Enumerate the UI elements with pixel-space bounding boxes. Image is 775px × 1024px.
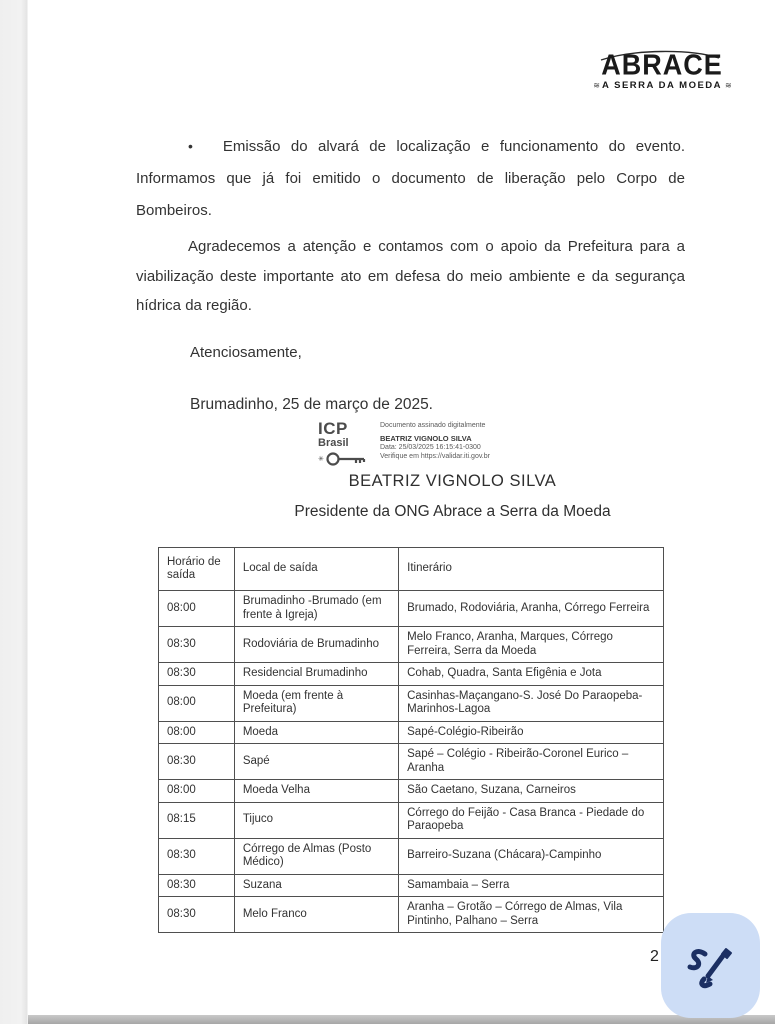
page-number: 2 <box>650 948 659 965</box>
icp-brasil-logo-bottom: Brasil <box>318 437 349 449</box>
icp-asterisk-icon: ✳ <box>318 455 324 463</box>
icp-brasil-logo-top: ICP <box>318 419 348 438</box>
cell-departure-time: 08:00 <box>159 780 235 803</box>
cell-departure-local: Moeda <box>234 721 398 744</box>
cell-itinerary: Sapé-Colégio-Ribeirão <box>399 721 664 744</box>
table-row <box>159 874 664 897</box>
cell-departure-time: 08:30 <box>159 897 235 933</box>
cell-itinerary: Brumado, Rodoviária, Aranha, Córrego Ferreira <box>399 591 664 627</box>
table-row <box>159 802 664 838</box>
stamp-signer-name: BEATRIZ VIGNOLO SILVA <box>380 434 472 443</box>
table-row <box>159 627 664 663</box>
column-header-time: Horário de saída <box>159 548 235 591</box>
cell-departure-time: 08:00 <box>159 591 235 627</box>
digital-signature-stamp <box>318 420 490 467</box>
closing-line: Atenciosamente, <box>190 344 302 361</box>
table-row <box>159 744 664 780</box>
icp-brasil-logo <box>318 420 370 467</box>
cell-departure-time: 08:15 <box>159 802 235 838</box>
cell-departure-local: Residencial Brumadinho <box>234 663 398 686</box>
table-row <box>159 685 664 721</box>
cell-departure-local: Rodoviária de Brumadinho <box>234 627 398 663</box>
cell-departure-time: 08:00 <box>159 685 235 721</box>
cell-itinerary: Sapé – Colégio - Ribeirão-Coronel Eurico –Aranha <box>399 744 664 780</box>
cell-departure-local: Moeda Velha <box>234 780 398 803</box>
cell-departure-time: 08:30 <box>159 744 235 780</box>
cell-itinerary: Casinhas-Maçangano-S. José Do Paraopeba-Marinhos-Lagoa <box>399 685 664 721</box>
bullet-item-text: Emissão do alvará de localização e funcionamento do evento. <box>222 138 685 155</box>
bullet-item-continuation: Informamos que já foi emitido o documento de liberação pelo Corpo de Bombeiros. <box>136 170 685 219</box>
logo-left-doodle-icon: ≋ <box>593 81 599 90</box>
cell-departure-time: 08:30 <box>159 838 235 874</box>
table-body <box>159 591 664 933</box>
scan-bottom-edge <box>28 1015 775 1024</box>
thanks-paragraph: Agradecemos a atenção e contamos com o apoio da Prefeitura para a viabilização deste importante ato em defesa do meio ambiente e da segurança hídrica da região. <box>136 238 685 314</box>
table-row <box>159 897 664 933</box>
cell-departure-local: Melo Franco <box>234 897 398 933</box>
cell-departure-local: Brumadinho -Brumado (em frente à Igreja) <box>234 591 398 627</box>
table-row <box>159 663 664 686</box>
bullet-paragraph <box>136 130 685 227</box>
stamp-verify-url: Verifique em https://validar.iti.gov.br <box>380 453 490 460</box>
cell-itinerary: Aranha – Grotão – Córrego de Almas, Vila Pintinho, Palhano – Serra <box>399 897 664 933</box>
sign-document-button[interactable] <box>661 913 760 1018</box>
cell-itinerary: Barreiro-Suzana (Chácara)-Campinho <box>399 838 664 874</box>
column-header-local: Local de saída <box>234 548 398 591</box>
cell-departure-local: Suzana <box>234 874 398 897</box>
org-logo-name: ABRACE <box>601 49 723 81</box>
signer-name: BEATRIZ VIGNOLO SILVA <box>348 472 557 490</box>
cell-itinerary: São Caetano, Suzana, Carneiros <box>399 780 664 803</box>
departure-schedule-table <box>158 547 664 933</box>
date-line: Brumadinho, 25 de março de 2025. <box>190 396 433 413</box>
table-header-row <box>159 548 664 591</box>
icp-key-icon <box>326 451 368 467</box>
signature-pen-icon <box>685 940 737 992</box>
cell-departure-time: 08:30 <box>159 663 235 686</box>
signer-role: Presidente da ONG Abrace a Serra da Moeda <box>294 503 611 520</box>
cell-departure-time: 08:00 <box>159 721 235 744</box>
cell-itinerary: Melo Franco, Aranha, Marques, Córrego Ferreira, Serra da Moeda <box>399 627 664 663</box>
stamp-line-signed-digitally: Documento assinado digitalmente <box>380 422 486 429</box>
cell-departure-local: Sapé <box>234 744 398 780</box>
cell-itinerary: Cohab, Quadra, Santa Efigênia e Jota <box>399 663 664 686</box>
table-row <box>159 838 664 874</box>
org-logo <box>587 49 737 91</box>
bullet-icon: • <box>188 138 193 154</box>
cell-departure-local: Moeda (em frente à Prefeitura) <box>234 685 398 721</box>
cell-departure-local: Córrego de Almas (Posto Médico) <box>234 838 398 874</box>
org-logo-tagline: A SERRA DA MOEDA <box>601 80 723 91</box>
column-header-itinerary: Itinerário <box>399 548 664 591</box>
table-row <box>159 780 664 803</box>
cell-departure-time: 08:30 <box>159 627 235 663</box>
cell-departure-time: 08:30 <box>159 874 235 897</box>
table-row <box>159 591 664 627</box>
logo-right-doodle-icon: ≋ <box>725 81 731 90</box>
stamp-date: Data: 25/03/2025 16:15:41-0300 <box>380 444 481 451</box>
cell-itinerary: Córrego do Feijão - Casa Branca - Piedade do Paraopeba <box>399 802 664 838</box>
scan-left-edge <box>0 0 28 1024</box>
cell-departure-local: Tijuco <box>234 802 398 838</box>
cell-itinerary: Samambaia – Serra <box>399 874 664 897</box>
table-row <box>159 721 664 744</box>
